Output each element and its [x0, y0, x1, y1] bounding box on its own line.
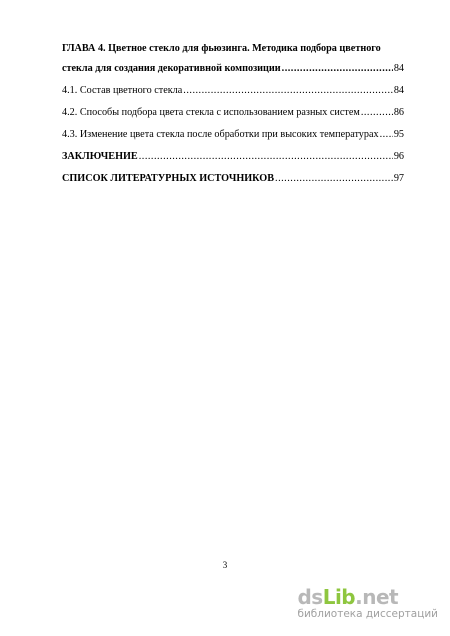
dot-leader [183, 85, 393, 96]
watermark-subtitle: библиотека диссертаций [297, 608, 438, 620]
toc-chapter4-title-line1: ГЛАВА 4. Цветное стекло для фьюзинга. Методика подбора цветного [62, 43, 381, 54]
toc-entry-conclusion[interactable] [62, 151, 404, 173]
toc-page-number: 96 [393, 151, 404, 162]
toc-chapter4-title-line2: стекла для создания декоративной композиции [62, 63, 281, 74]
table-of-contents [62, 42, 404, 195]
dot-leader [361, 107, 393, 118]
dot-leader [275, 173, 393, 184]
toc-entry-label: 4.2. Способы подбора цвета стекла с использованием разных систем [62, 107, 360, 118]
toc-page-number: 97 [393, 173, 404, 184]
toc-entry-label: ЗАКЛЮЧЕНИЕ [62, 151, 138, 162]
toc-entry-4-1[interactable] [62, 85, 404, 107]
dot-leader [380, 129, 393, 140]
toc-page-number: 86 [393, 107, 404, 118]
dot-leader [139, 151, 393, 162]
page-number: 3 [222, 560, 228, 570]
toc-page-number: 84 [393, 63, 404, 74]
toc-entry-label: СПИСОК ЛИТЕРАТУРНЫХ ИСТОЧНИКОВ [62, 173, 275, 184]
toc-page-number: 95 [393, 129, 404, 140]
toc-entry-label: 4.3. Изменение цвета стекла после обработки при высоких температурах [62, 129, 379, 140]
toc-entry-4-2[interactable] [62, 107, 404, 129]
dot-leader [282, 63, 393, 74]
toc-entry-chapter4[interactable] [62, 63, 404, 85]
watermark [297, 586, 438, 621]
toc-page-number: 84 [393, 85, 404, 96]
toc-entry-label: 4.1. Состав цветного стекла [62, 85, 183, 96]
toc-entry-4-3[interactable] [62, 129, 404, 151]
toc-entry-references[interactable] [62, 173, 404, 195]
watermark-logo: dsLib.net [297, 585, 399, 609]
